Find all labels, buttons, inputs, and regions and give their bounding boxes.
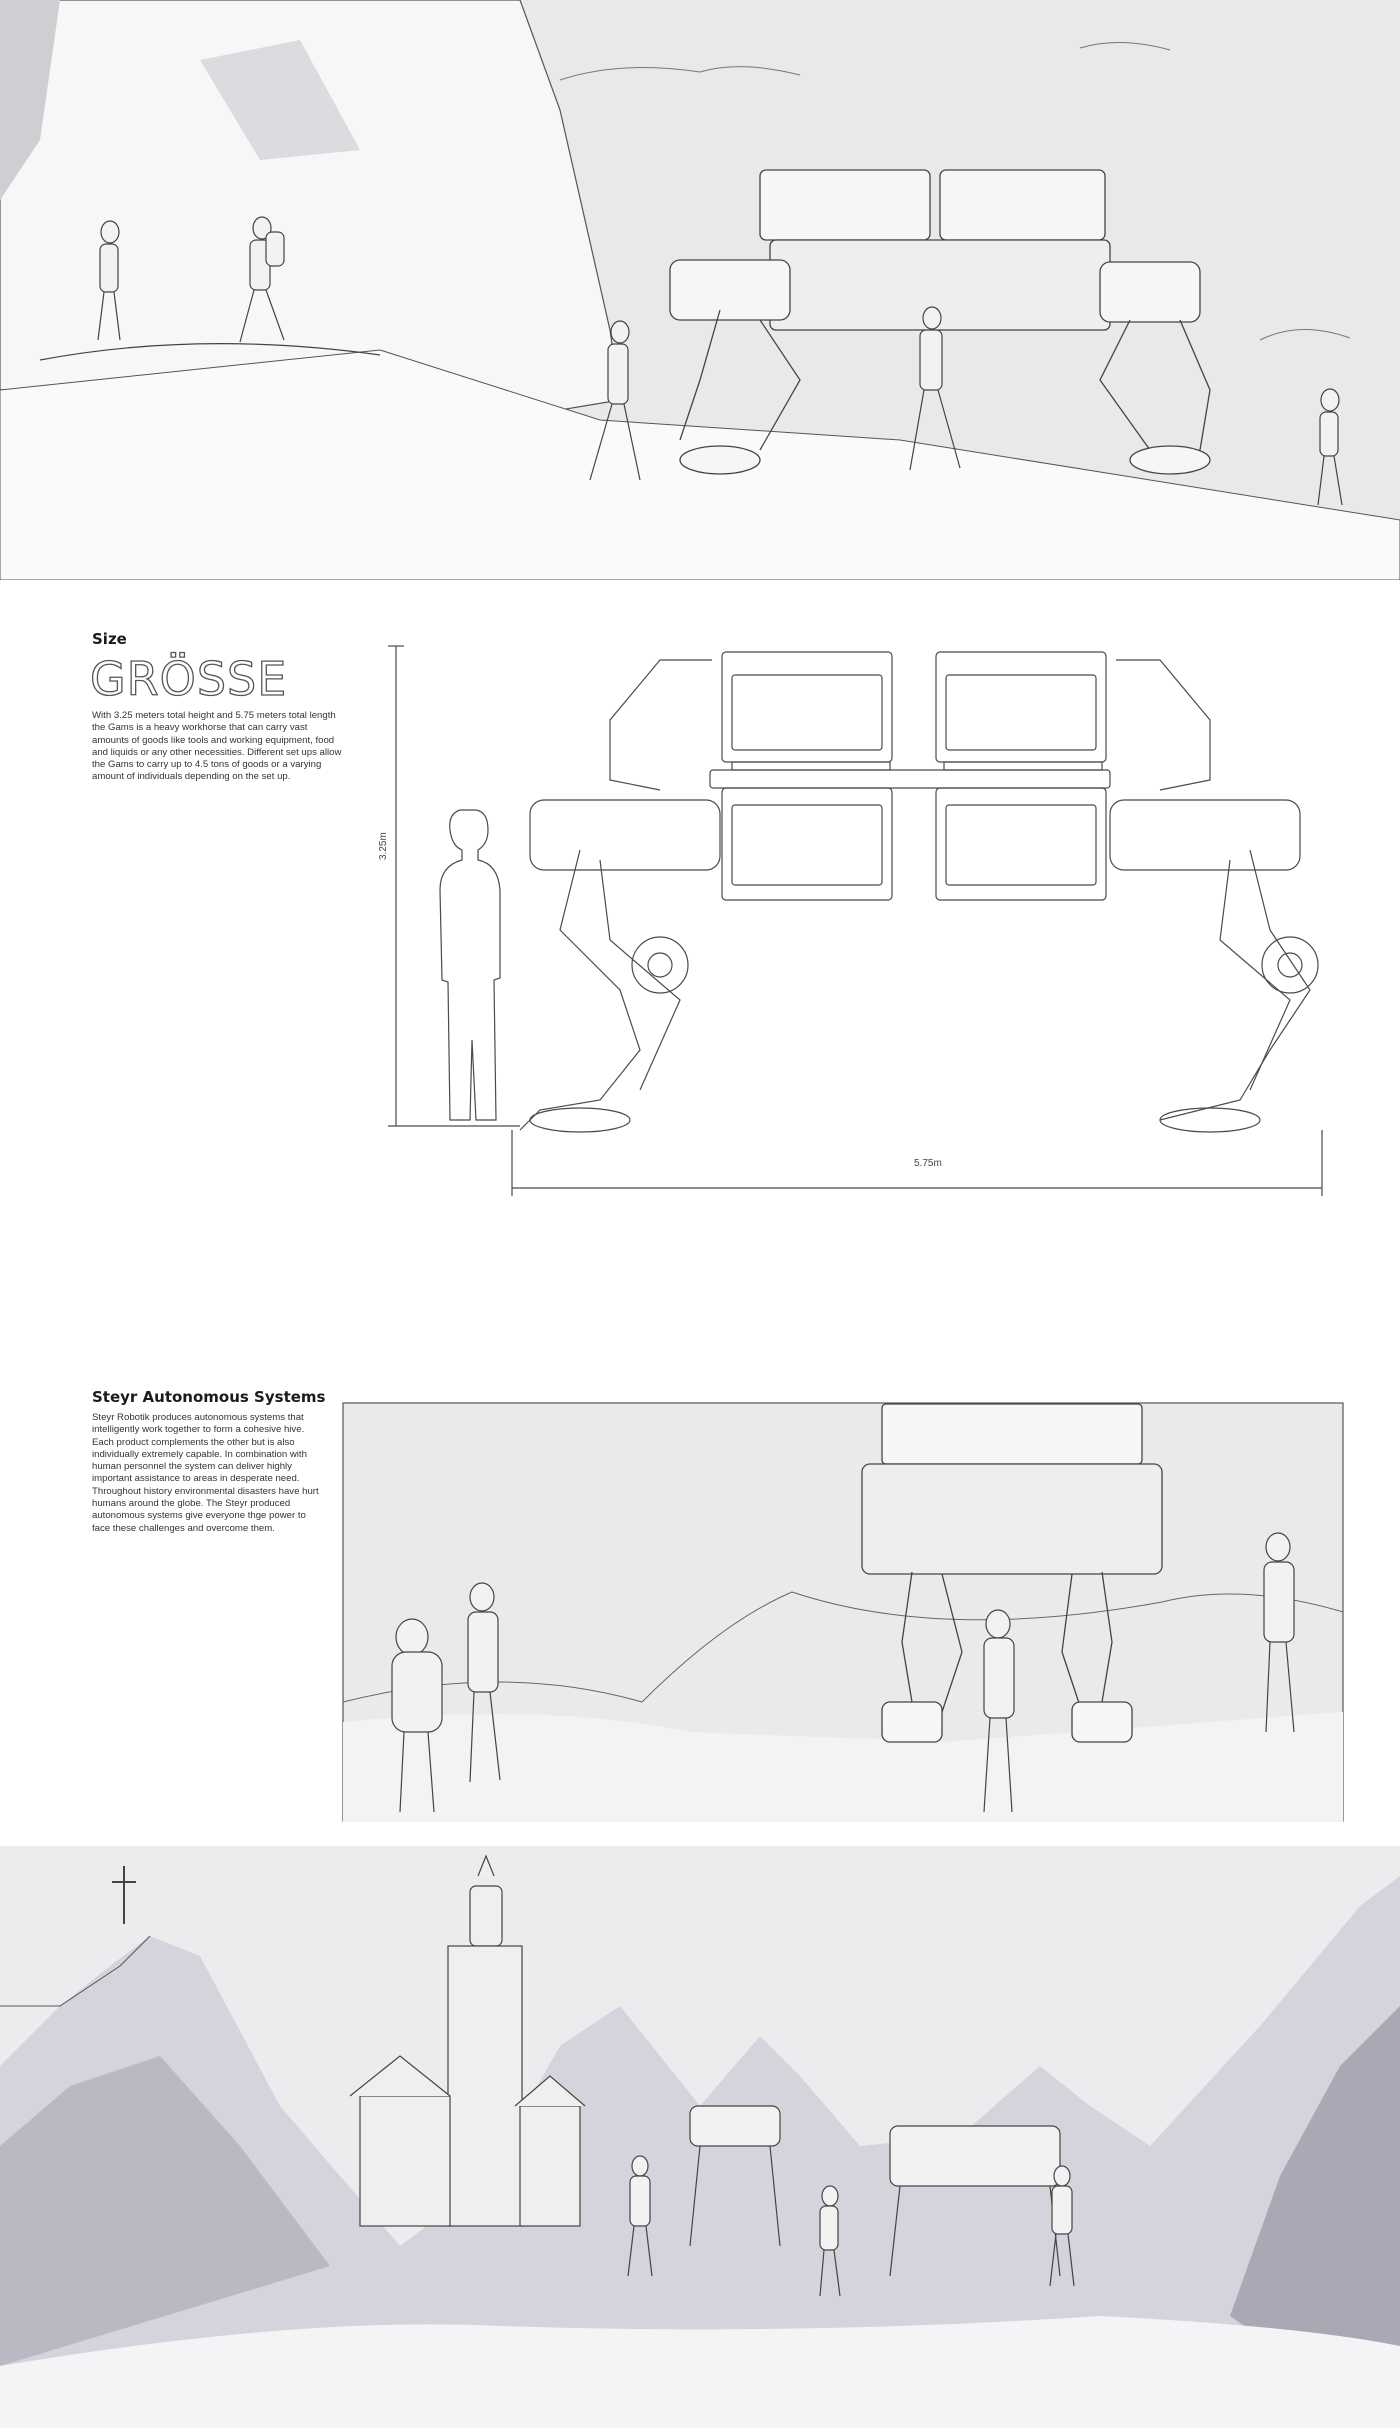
- technical-drawing: [0, 630, 1400, 1210]
- length-dimension-label: 5.75m: [914, 1158, 942, 1169]
- systems-description: Steyr Robotik produces autonomous systems that intelligently work together to form a cohesive hive. Each product complements the other but is also individually extremely capable. In combination with human personnel the system can deliver highly important assistance to areas in desperate need. Throughout history environmental disasters have hurt humans around the globe. The Steyr produced autonomous systems give everyone thge power to face these challenges and overcome them.: [92, 1412, 319, 1534]
- size-label: Size: [92, 630, 127, 648]
- systems-illustration: [342, 1402, 1344, 1822]
- systems-title: Steyr Autonomous Systems: [92, 1388, 326, 1406]
- size-description: With 3.25 meters total height and 5.75 meters total length the Gams is a heavy workhorse that can carry vast amounts of goods like tools and working equipment, food and liquids or any other necessities. Different set ups allow the Gams to carry up to 4.5 tons of goods or a varying amount of individuals depending on the set up.: [92, 710, 342, 783]
- hero-illustration: [0, 0, 1400, 580]
- height-dimension-label: 3.25m: [378, 832, 389, 860]
- size-title: GRÖSSE: [90, 652, 288, 706]
- landscape-illustration: [0, 1846, 1400, 2428]
